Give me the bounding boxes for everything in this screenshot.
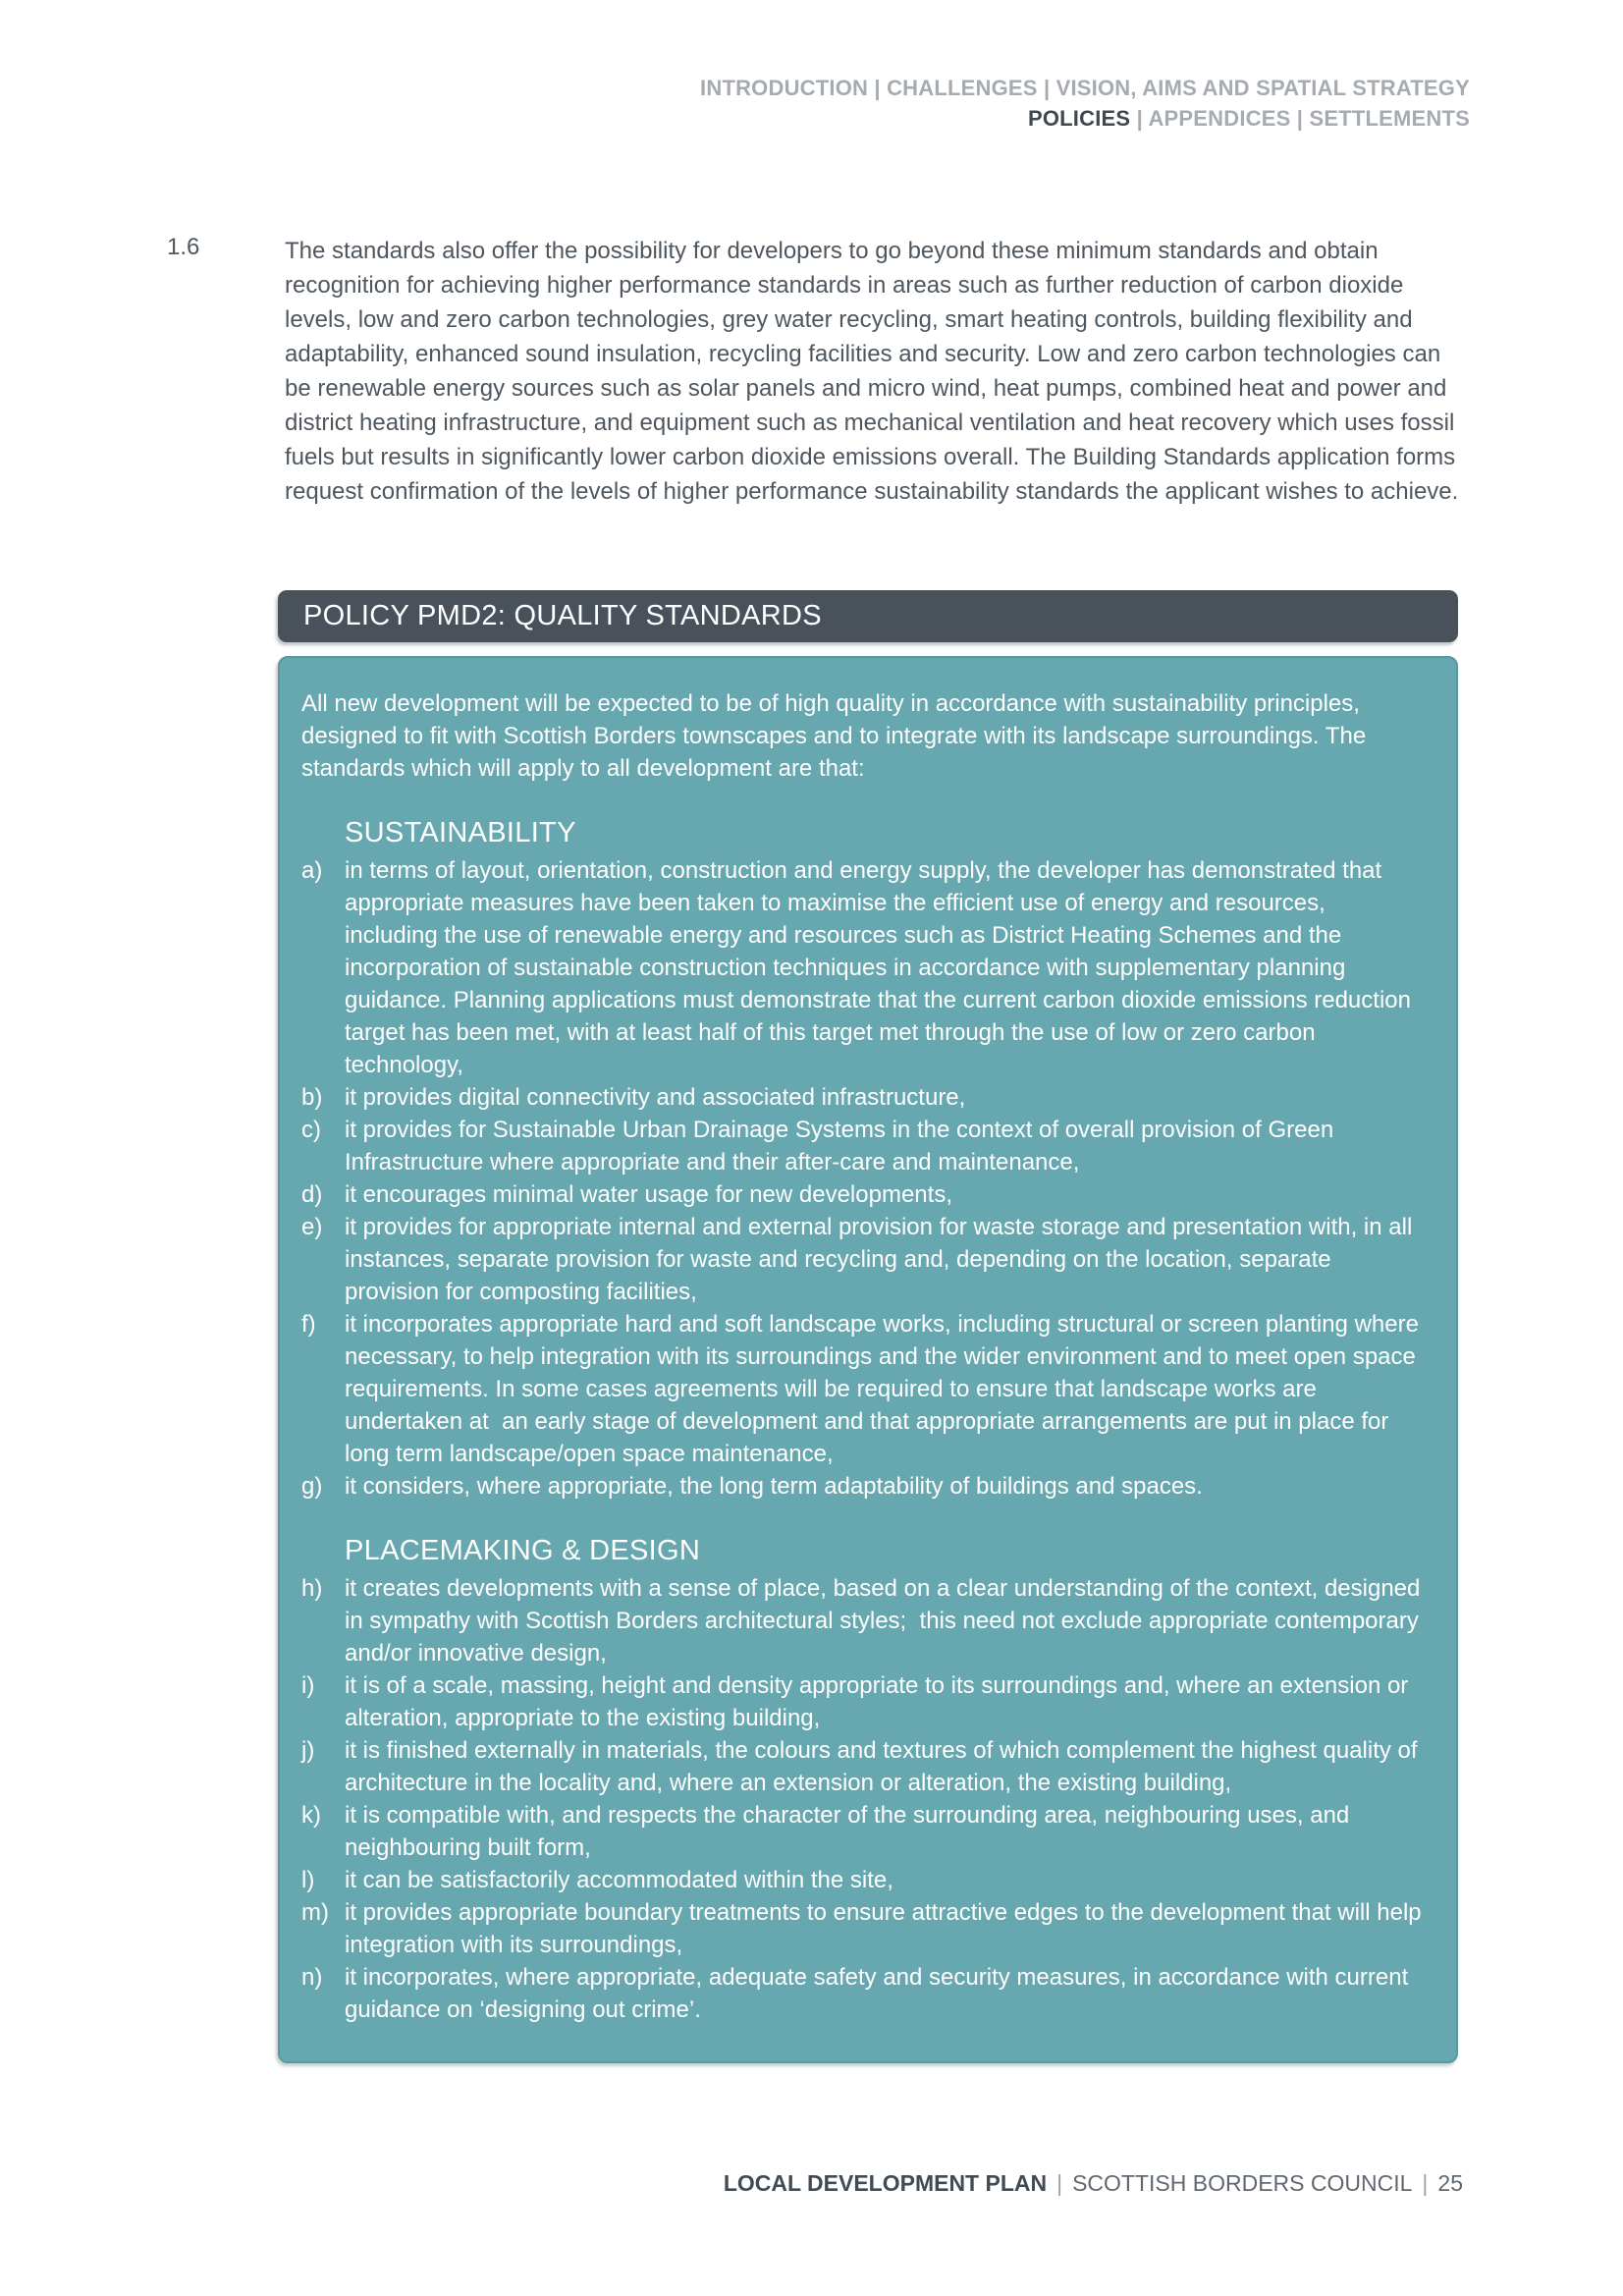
item-label: b) [301,1084,323,1111]
nav-line-1: INTRODUCTION | CHALLENGES | VISION, AIMS AND SPATIAL STRATEGY [700,76,1470,100]
policy-body-box [278,656,1458,2063]
policy-intro-text: All new development will be expected to be of high quality in accordance with sustainability principles, designed to fit with Scottish Borders townscapes and to integrate with its landscape surroundings. The standards which will apply to all development are that: [301,690,1367,782]
policy-item-e [301,1211,1423,1308]
item-text: it incorporates, where appropriate, adequate safety and security measures, in accordance with current guidance on ‘designing out crime’. [345,1964,1415,2023]
nav-other-sections: | APPENDICES | SETTLEMENTS [1130,106,1470,131]
policy-item-g [301,1470,1423,1503]
item-label: d) [301,1181,323,1208]
paragraph-number: 1.6 [167,234,200,260]
item-text: it is of a scale, massing, height and density appropriate to its surroundings and, where an extension or alteration, appropriate to the existing building, [345,1672,1415,1731]
section-heading-placemaking: PLACEMAKING & DESIGN [345,1535,701,1566]
policy-item-h [301,1572,1428,1669]
item-label: g) [301,1473,323,1500]
section-heading-sustainability: SUSTAINABILITY [345,817,576,848]
footer-council: SCOTTISH BORDERS COUNCIL [1072,2170,1413,2196]
item-label: n) [301,1964,323,1991]
policy-item-k [301,1799,1423,1864]
top-navigation [278,73,1470,134]
policy-title-bar [278,590,1458,642]
policy-item-l [301,1864,1423,1896]
item-text: it encourages minimal water usage for new developments, [345,1181,952,1208]
item-text: it provides digital connectivity and associated infrastructure, [345,1084,966,1111]
item-text: it can be satisfactorily accommodated within the site, [345,1867,893,1893]
nav-line-2 [278,103,1470,134]
nav-current-section: POLICIES [1027,106,1131,131]
footer-page-number: 25 [1437,2170,1463,2196]
item-label: c) [301,1117,321,1143]
intro-paragraph: The standards also offer the possibility for developers to go beyond these minimum standards and obtain recognition for achieving higher performance standards in areas such as further reduction of carbon dioxide levels, low and zero carbon technologies, grey water recycling, smart heating controls, building flexibility and adaptability, enhanced sound insulation, recycling facilities and security. Low and zero carbon technologies can be renewable energy sources such as solar panels and micro wind, heat pumps, combined heat and power and district heating infrastructure, and equipment such as mechanical ventilation and heat recovery which uses fossil fuels but results in significantly lower carbon dioxide emissions overall. The Building Standards application forms request confirmation of the levels of higher performance sustainability standards the applicant wishes to achieve. [285,238,1459,505]
policy-item-i [301,1669,1423,1734]
footer-separator: | [1422,2170,1429,2196]
item-label: f) [301,1311,316,1338]
item-label: i) [301,1672,315,1699]
item-label: h) [301,1575,323,1602]
item-label: l) [301,1867,315,1893]
page-footer [278,2170,1463,2197]
policy-item-j [301,1734,1423,1799]
item-label: a) [301,857,323,884]
item-label: k) [301,1802,321,1829]
item-label: m) [301,1899,329,1926]
policy-title: POLICY PMD2: QUALITY STANDARDS [303,600,822,631]
item-label: e) [301,1214,323,1240]
policy-item-d [301,1178,1423,1211]
footer-separator: | [1056,2170,1063,2196]
item-text: it is finished externally in materials, the colours and textures of which complement the highest quality of architecture in the locality and, where an extension or alteration, the existing building, [345,1737,1425,1796]
footer-document-title: LOCAL DEVELOPMENT PLAN [723,2170,1048,2196]
item-text: it provides for appropriate internal and external provision for waste storage and presentation with, in all instances, separate provision for waste and recycling and, depending on the location, separate provision for composting facilities, [345,1214,1419,1305]
policy-item-b [301,1081,1423,1114]
item-text: it is compatible with, and respects the character of the surrounding area, neighbouring uses, and neighbouring built form, [345,1802,1356,1861]
item-text: it provides for Sustainable Urban Drainage Systems in the context of overall provision of Green Infrastructure where appropriate and their after-care and maintenance, [345,1117,1340,1175]
policy-item-m [301,1896,1429,1961]
item-text: in terms of layout, orientation, construction and energy supply, the developer has demonstrated that appropriate measures have been taken to maximise the efficient use of energy and resources, including the use of renewable energy and resources such as District Heating Schemes and the incorporation of sustainable construction techniques in accordance with supplementary planning guidance. Planning applications must demonstrate that the current carbon dioxide emissions reduction target has been met, with at least half of this target met through the use of low or zero carbon technology, [345,857,1418,1078]
policy-item-f [301,1308,1426,1470]
item-text: it creates developments with a sense of place, based on a clear understanding of the context, designed in sympathy with Scottish Borders architectural styles; this need not exclude appropriate contemporary and/or innovative design, [345,1575,1428,1667]
item-label: j) [301,1737,315,1764]
policy-item-c [301,1114,1423,1178]
item-text: it provides appropriate boundary treatments to ensure attractive edges to the development that will help integration with its surroundings, [345,1899,1429,1958]
item-text: it incorporates appropriate hard and soft landscape works, including structural or screen planting where necessary, to help integration with its surroundings and the wider environment and to meet open space requirements. In some cases agreements will be required to ensure that landscape works are undertaken at an early stage of development and that appropriate arrangements are put in place for long term landscape/open space maintenance, [345,1311,1426,1467]
policy-item-a [301,854,1423,1081]
item-text: it considers, where appropriate, the long term adaptability of buildings and spaces. [345,1473,1203,1500]
policy-item-n [301,1961,1423,2026]
